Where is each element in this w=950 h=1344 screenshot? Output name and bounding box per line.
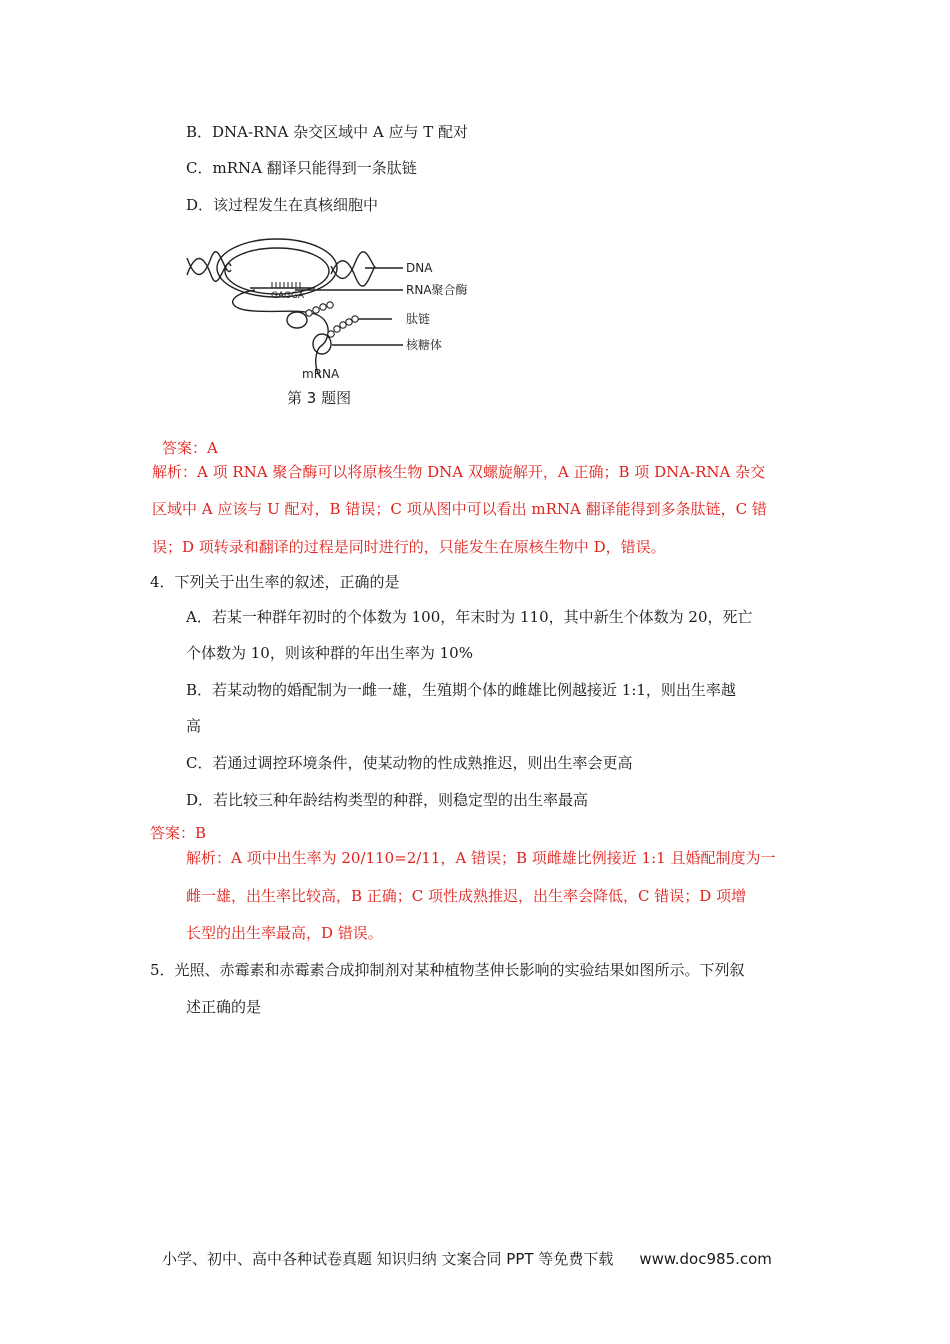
label-mrna: mRNA	[302, 367, 340, 381]
q3-option-b: B．DNA-RNA 杂交区域中 A 应与 T 配对	[186, 123, 469, 141]
q4-analysis-line-3: 长型的出生率最高，D 错误。	[186, 924, 383, 942]
label-peptide: 肽链	[406, 312, 431, 326]
sequence-label: GAGGA	[271, 291, 305, 301]
label-rna-polymerase: RNA聚合酶	[406, 283, 468, 297]
q3-figure	[185, 228, 485, 413]
q4-option-a-line-2: 个体数为 10，则该种群的年出生率为 10%	[186, 644, 473, 662]
label-ribosome: 核糖体	[406, 338, 443, 352]
page-footer	[162, 1248, 772, 1269]
q3-analysis-line-3: 误；D 项转录和翻译的过程是同时进行的，只能发生在原核生物中 D，错误。	[152, 538, 666, 556]
figure-caption: 第 3 题图	[287, 389, 352, 407]
q4-option-d: D．若比较三种年龄结构类型的种群，则稳定型的出生率最高	[186, 791, 589, 809]
dna-loop-inner	[225, 248, 329, 294]
q3-analysis-line-2: 区域中 A 应该与 U 配对，B 错误；C 项从图中可以看出 mRNA 翻译能得到多条肽链，C 错	[152, 500, 767, 518]
transcription-translation-diagram	[185, 228, 485, 413]
q5-stem-line-2: 述正确的是	[186, 998, 262, 1016]
footer-text: 小学、初中、高中各种试卷真题 知识归纳 文案合同 PPT 等免费下载	[162, 1250, 614, 1268]
q4-stem: 4．下列关于出生率的叙述，正确的是	[150, 573, 400, 591]
q5-stem-line-1: 5．光照、赤霉素和赤霉素合成抑制剂对某种植物茎伸长影响的实验结果如图所示。下列叙	[150, 961, 745, 979]
q4-option-a-line-1: A．若某一种群年初时的个体数为 100，年末时为 110，其中新生个体数为 20，死亡	[186, 608, 753, 626]
peptide-chain-1	[306, 302, 333, 316]
q3-analysis-line-1: 解析：A 项 RNA 聚合酶可以将原核生物 DNA 双螺旋解开，A 正确；B 项 DNA-RNA 杂交	[152, 463, 766, 481]
q4-option-c: C．若通过调控环境条件，使某动物的性成熟推迟，则出生率会更高	[186, 754, 633, 772]
q3-answer: 答案：A	[162, 439, 218, 457]
mrna-strand	[233, 290, 328, 378]
q4-answer: 答案：B	[150, 824, 207, 842]
hybrid-base-pairs	[272, 282, 300, 288]
q4-analysis-line-2: 雌一雄，出生率比较高，B 正确；C 项性成熟推迟，出生率会降低，C 错误；D 项增	[186, 887, 747, 905]
label-dna: DNA	[406, 261, 433, 275]
peptide-chain-2	[328, 316, 358, 337]
ribosome-1	[287, 312, 307, 328]
q4-option-b-line-2: 高	[186, 717, 202, 735]
ribosome-2	[313, 334, 331, 354]
dna-helix-right	[331, 252, 375, 279]
footer-url[interactable]: www.doc985.com	[639, 1250, 772, 1268]
q3-option-c: C．mRNA 翻译只能得到一条肽链	[186, 159, 417, 177]
q4-option-b-line-1: B．若某动物的婚配制为一雌一雄，生殖期个体的雌雄比例越接近 1:1，则出生率越	[186, 681, 736, 699]
q3-option-d: D．该过程发生在真核细胞中	[186, 196, 379, 214]
q4-analysis-line-1: 解析：A 项中出生率为 20/110=2/11，A 错误；B 项雌雄比例接近 1:1 且婚配制度为一	[186, 849, 776, 867]
